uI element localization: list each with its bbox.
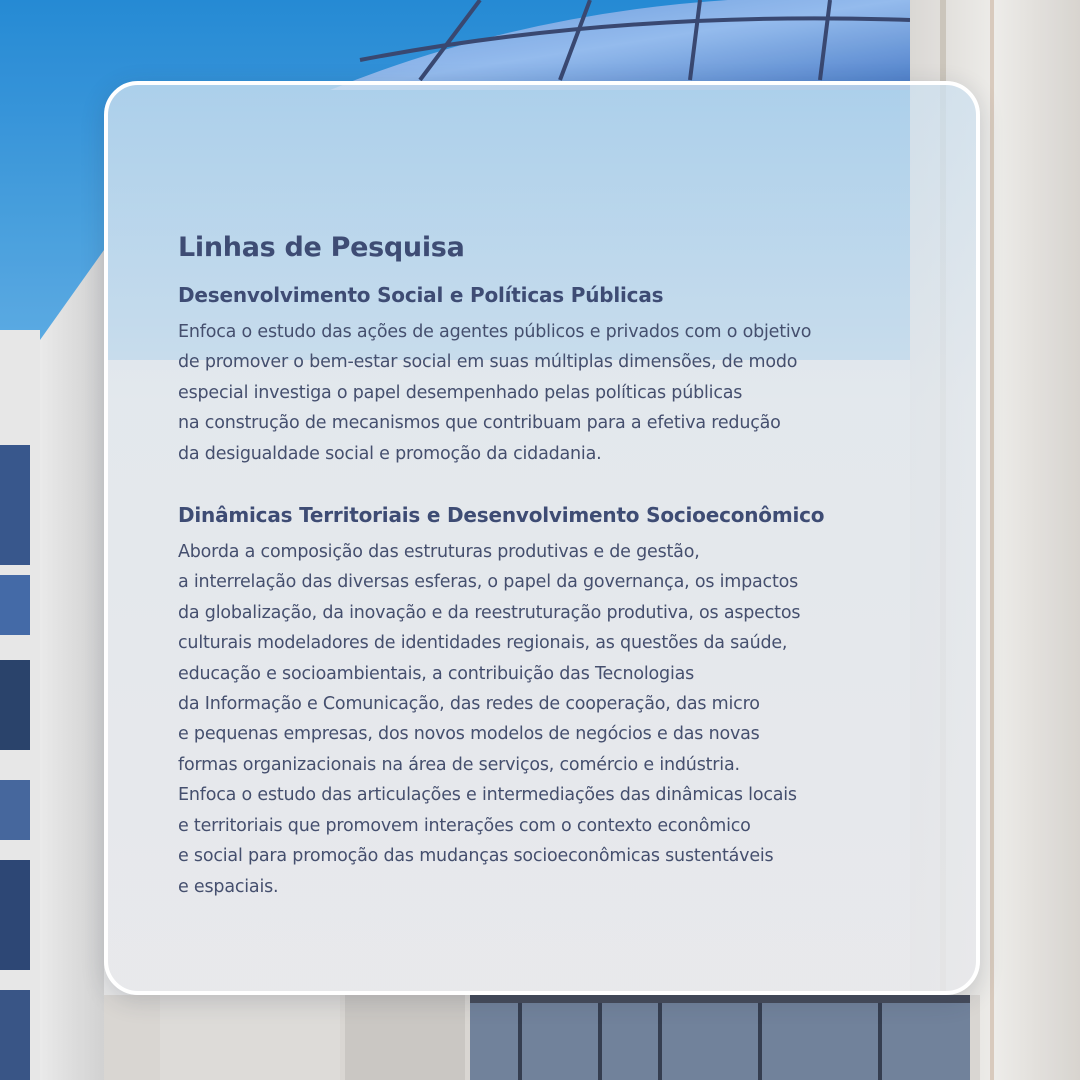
text-line: da desigualdade social e promoção da cidadania. bbox=[178, 443, 602, 464]
text-line: especial investiga o papel desempenhado pelas políticas públicas bbox=[178, 382, 743, 403]
section-text-social-development bbox=[178, 317, 968, 469]
text-line: a interrelação das diversas esferas, o papel da governança, os impactos bbox=[178, 572, 799, 593]
page-title: Linhas de Pesquisa bbox=[178, 232, 465, 263]
text-line: da globalização, da inovação e da reestruturação produtiva, os aspectos bbox=[178, 602, 801, 623]
text-line: e pequenas empresas, dos novos modelos de negócios e das novas bbox=[178, 724, 760, 745]
text-line: na construção de mecanismos que contribuam para a efetiva redução bbox=[178, 413, 781, 434]
card-content bbox=[178, 230, 968, 902]
section-heading-social-development: Desenvolvimento Social e Políticas Públicas bbox=[178, 283, 664, 307]
research-lines-card bbox=[104, 81, 980, 995]
text-line: e social para promoção das mudanças socioeconômicas sustentáveis bbox=[178, 846, 774, 867]
text-line: Enfoca o estudo das articulações e intermediações das dinâmicas locais bbox=[178, 785, 797, 806]
text-line: e espaciais. bbox=[178, 876, 279, 897]
section-text-territorial-dynamics bbox=[178, 537, 968, 902]
section-heading-territorial-dynamics: Dinâmicas Territoriais e Desenvolvimento Socioeconômico bbox=[178, 503, 825, 528]
text-line: e territoriais que promovem interações com o contexto econômico bbox=[178, 815, 751, 836]
text-line: Aborda a composição das estruturas produtivas e de gestão, bbox=[178, 542, 700, 563]
text-line: Enfoca o estudo das ações de agentes públicos e privados com o objetivo bbox=[178, 322, 812, 342]
text-line: da Informação e Comunicação, das redes de cooperação, das micro bbox=[178, 694, 760, 715]
text-line: culturais modeladores de identidades regionais, as questões da saúde, bbox=[178, 633, 788, 654]
text-line: formas organizacionais na área de serviços, comércio e indústria. bbox=[178, 754, 740, 775]
text-line: educação e socioambientais, a contribuição das Tecnologias bbox=[178, 663, 695, 684]
text-line: de promover o bem-estar social em suas múltiplas dimensões, de modo bbox=[178, 352, 798, 373]
